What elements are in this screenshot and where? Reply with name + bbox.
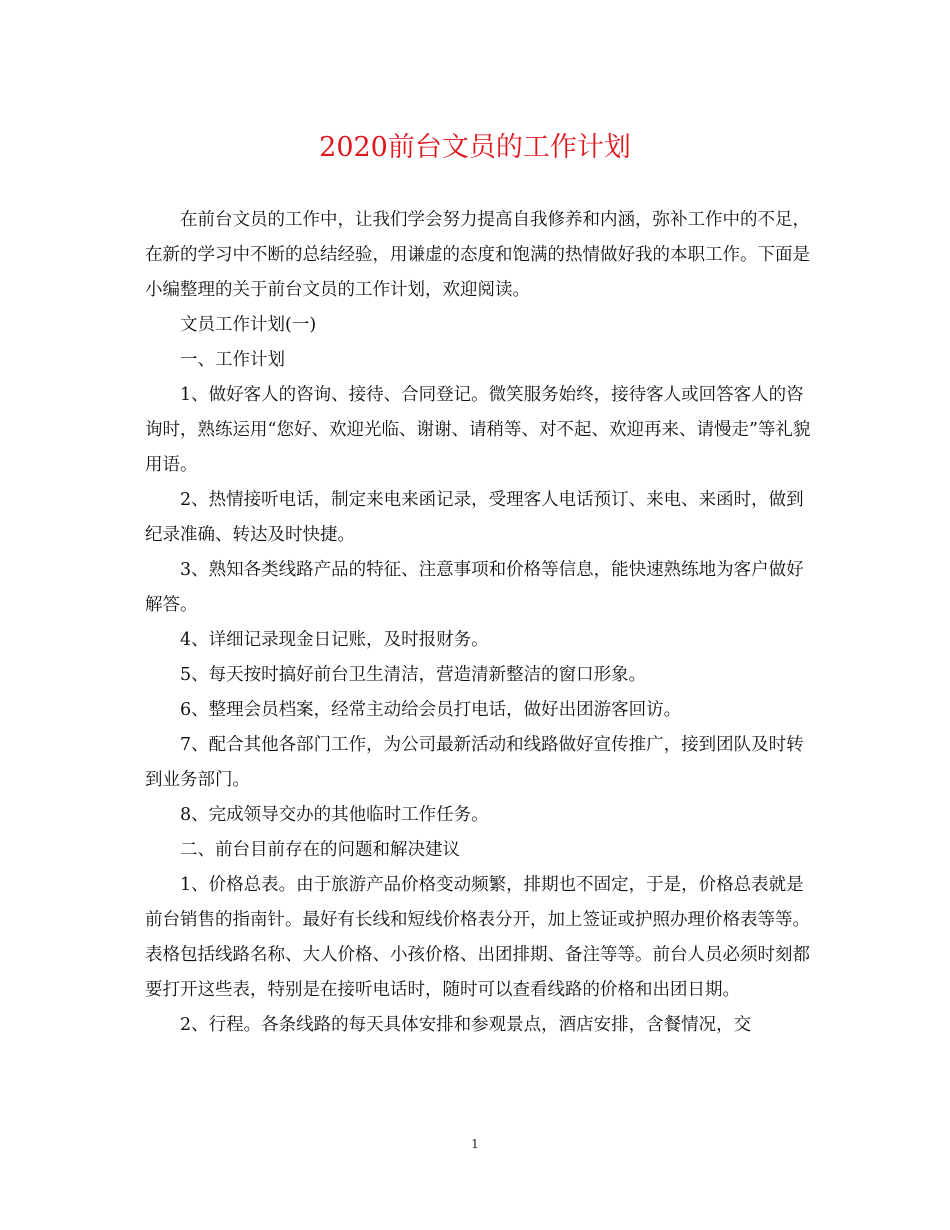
paragraph: 8、完成领导交办的其他临时工作任务。 (180, 805, 489, 825)
paragraph: 1、做好客人的咨询、接待、合同登记。微笑服务始终，接待客人或回答客人的咨询时，熟练运用“您好、欢迎光临、谢谢、请稍等、对不起、欢迎再来、请慢走”等礼貌用语。 (145, 385, 811, 475)
paragraph: 2、热情接听电话，制定来电来函记录，受理客人电话预订、来电、来函时，做到纪录准确、转达及时快捷。 (145, 490, 804, 545)
paragraph: 6、整理会员档案，经常主动给会员打电话，做好出团游客回访。 (180, 700, 682, 720)
paragraph: 二、前台目前存在的问题和解决建议 (180, 840, 460, 860)
page-number: 1 (471, 1137, 479, 1151)
paragraph: 5、每天按时搞好前台卫生清洁，营造清新整洁的窗口形象。 (180, 665, 647, 685)
paragraph: 1、价格总表。由于旅游产品价格变动频繁，排期也不固定，于是，价格总表就是前台销售的指南针。最好有长线和短线价格表分开，加上签证或护照办理价格表等等。表格包括线路名称、大人价格、小孩价格、出团排期、备注等等。前台人员必须时刻都要打开这些表，特别是在接听电话时，随时可以查看线路的价格和出团日期。 (145, 875, 810, 1000)
document-body (145, 203, 815, 1043)
paragraph: 文员工作计划(一) (180, 315, 317, 335)
paragraph: 一、工作计划 (180, 350, 285, 370)
paragraph: 在前台文员的工作中，让我们学会努力提高自我修养和内涵，弥补工作中的不足，在新的学习中不断的总结经验，用谦虚的态度和饱满的热情做好我的本职工作。下面是小编整理的关于前台文员的工作计划，欢迎阅读。 (145, 210, 810, 300)
paragraph: 2、行程。各条线路的每天具体安排和参观景点，酒店安排，含餐情况，交 (180, 1015, 752, 1035)
paragraph: 4、详细记录现金日记账，及时报财务。 (180, 630, 489, 650)
paragraph: 7、配合其他各部门工作，为公司最新活动和线路做好宣传推广，接到团队及时转到业务部门。 (145, 735, 804, 790)
document-title: 2020前台文员的工作计划 (319, 132, 631, 163)
paragraph: 3、熟知各类线路产品的特征、注意事项和价格等信息，能快速熟练地为客户做好解答。 (145, 560, 804, 615)
